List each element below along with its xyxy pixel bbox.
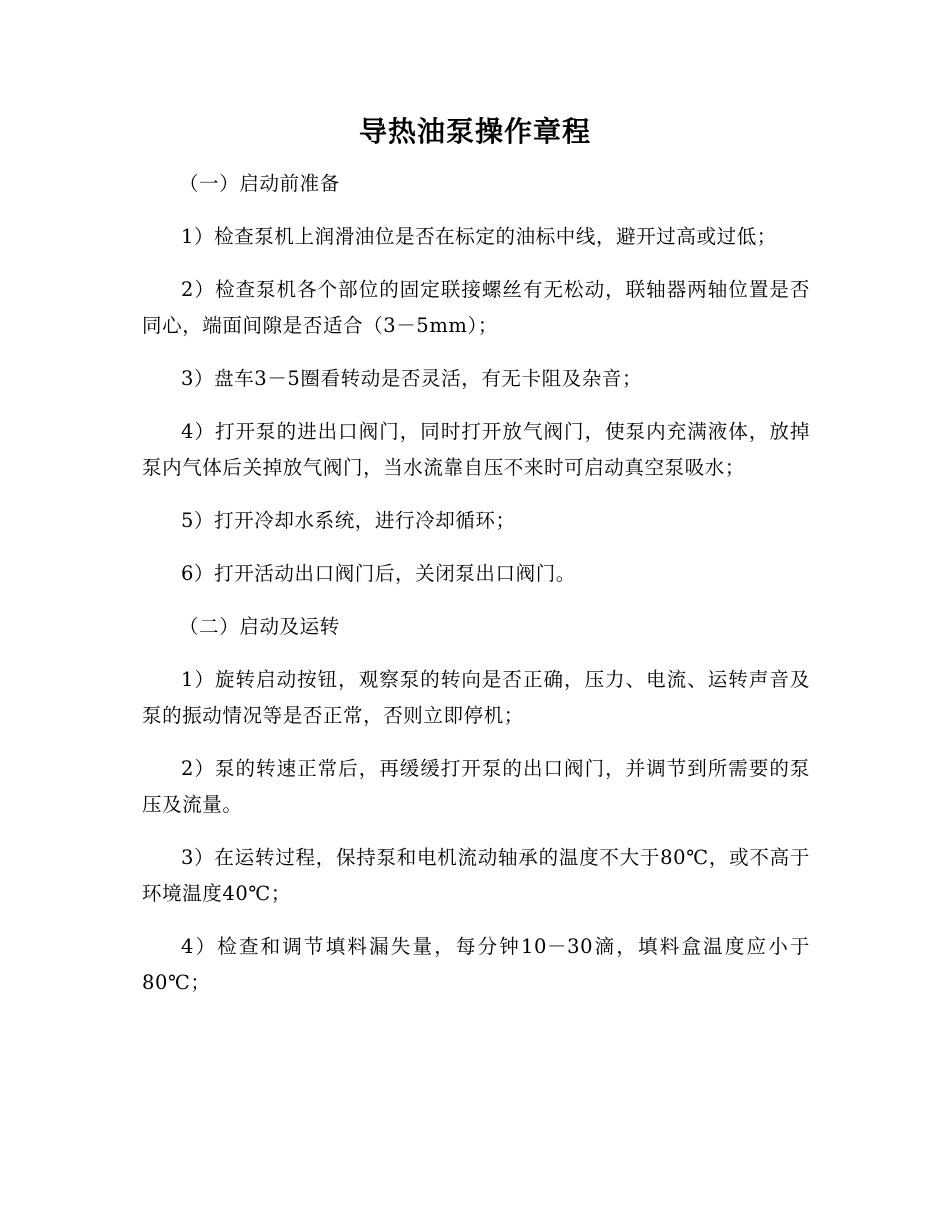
operation-item-2: 2）泵的转速正常后，再缓缓打开泵的出口阀门，并调节到所需要的泵压及流量。 xyxy=(142,757,810,816)
prestart-item-3: 3）盘车3－5圈看转动是否灵活，有无卡阻及杂音； xyxy=(181,367,643,390)
section-heading-prestart: （一）启动前准备 xyxy=(179,172,340,195)
section-heading-operation: （二）启动及运转 xyxy=(179,615,340,638)
document-title: 导热油泵操作章程 xyxy=(358,115,591,148)
operation-item-4: 4）检查和调节填料漏失量，每分钟10－30滴，填料盒温度应小于80℃； xyxy=(142,935,810,994)
prestart-item-1: 1）检查泵机上润滑油位是否在标定的油标中线，避开过高或过低； xyxy=(181,225,777,248)
prestart-item-2: 2）检查泵机各个部位的固定联接螺丝有无松动，联轴器两轴位置是否同心，端面间隙是否适合（3－5mm）； xyxy=(142,278,810,337)
operation-item-3: 3）在运转过程，保持泵和电机流动轴承的温度不大于80℃，或不高于环境温度40℃； xyxy=(142,846,810,905)
document-body xyxy=(142,166,810,1001)
prestart-item-4: 4）打开泵的进出口阀门，同时打开放气阀门，使泵内充满液体，放掉泵内气体后关掉放气阀门，当水流靠自压不来时可启动真空泵吸水； xyxy=(142,420,810,479)
prestart-item-6: 6）打开活动出口阀门后，关闭泵出口阀门。 xyxy=(181,562,576,585)
operation-item-1: 1）旋转启动按钮，观察泵的转向是否正确，压力、电流、运转声音及泵的振动情况等是否正常，否则立即停机； xyxy=(142,668,810,727)
prestart-item-5: 5）打开冷却水系统，进行冷却循环； xyxy=(181,509,516,532)
